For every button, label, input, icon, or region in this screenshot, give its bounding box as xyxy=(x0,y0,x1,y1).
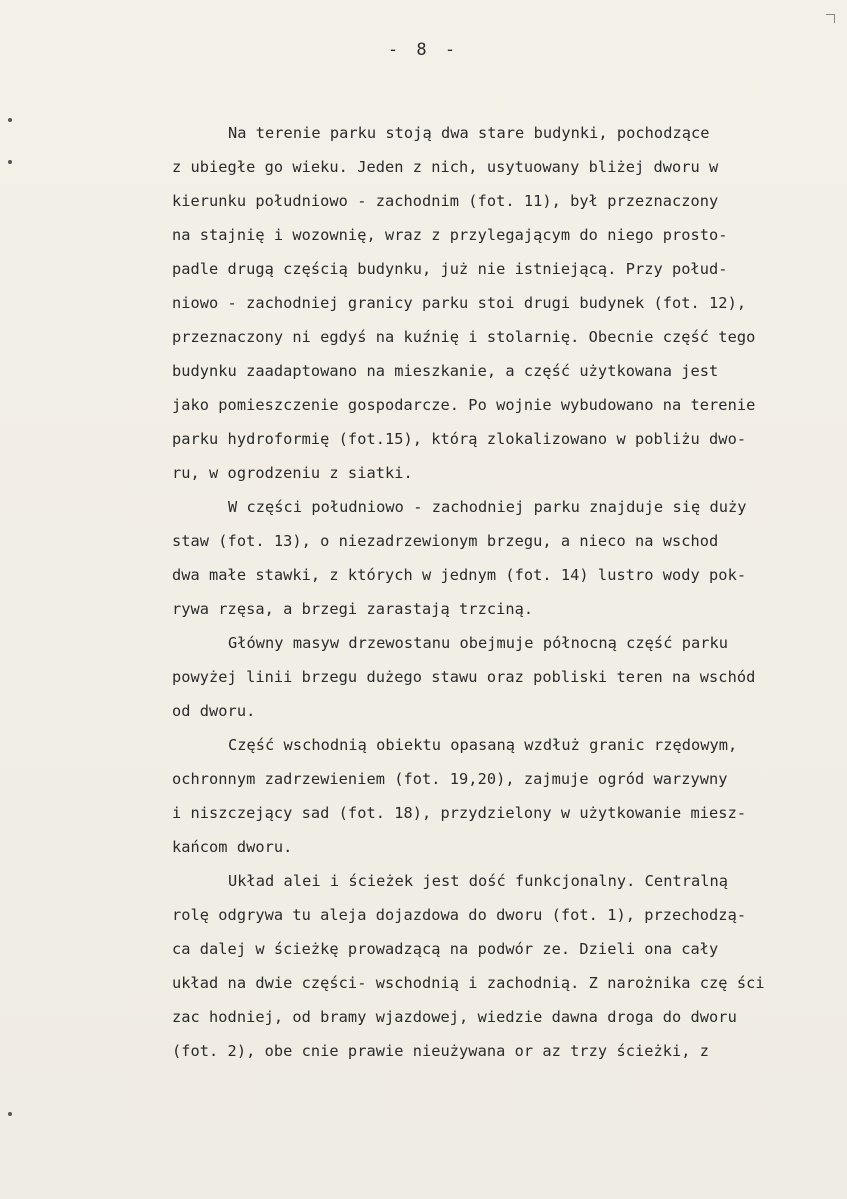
text-line: ochronnym zadrzewieniem (fot. 19,20), zajmuje ogród warzywny xyxy=(172,770,728,788)
text-line: od dworu. xyxy=(172,702,256,720)
text-line: zac hodniej, od bramy wjazdowej, wiedzie dawna droga do dworu xyxy=(172,1008,737,1026)
text-line: jako pomieszczenie gospodarcze. Po wojnie wybudowano na terenie xyxy=(172,396,756,414)
text-line: ca dalej w ścieżkę prowadzącą na podwór ze. Dzieli ona cały xyxy=(172,940,719,958)
text-line: powyżej linii brzegu dużego stawu oraz pobliski teren na wschód xyxy=(172,668,756,686)
text-line: kierunku południowo - zachodnim (fot. 11), był przeznaczony xyxy=(172,192,719,210)
margin-dot xyxy=(8,118,12,122)
text-line: Układ alei i ścieżek jest dość funkcjonalny. Centralną xyxy=(228,872,729,890)
text-line: z ubiegłe go wieku. Jeden z nich, usytuowany bliżej dworu w xyxy=(172,158,719,176)
text-line: układ na dwie części- wschodnią i zachodnią. Z narożnika czę ści xyxy=(172,974,765,992)
corner-mark xyxy=(826,14,835,23)
body-text xyxy=(172,116,847,1068)
text-line: parku hydroformię (fot.15), którą zlokalizowano w pobliżu dwo- xyxy=(172,430,747,448)
text-line: Część wschodnią obiektu opasaną wzdłuż granic rzędowym, xyxy=(228,736,738,754)
text-line: niowo - zachodniej granicy parku stoi drugi budynek (fot. 12), xyxy=(172,294,747,312)
page-number: - 8 - xyxy=(387,40,460,60)
text-line: budynku zaadaptowano na mieszkanie, a część użytkowana jest xyxy=(172,362,719,380)
text-line: staw (fot. 13), o niezadrzewionym brzegu, a nieco na wschod xyxy=(172,532,719,550)
margin-dot xyxy=(8,1112,12,1116)
text-line: dwa małe stawki, z których w jednym (fot. 14) lustro wody pok- xyxy=(172,566,747,584)
text-line: Na terenie parku stoją dwa stare budynki, pochodzące xyxy=(228,124,710,142)
text-line: przeznaczony ni egdyś na kuźnię i stolarnię. Obecnie część tego xyxy=(172,328,756,346)
text-line: i niszczejący sad (fot. 18), przydzielony w użytkowanie miesz- xyxy=(172,804,747,822)
text-line: rolę odgrywa tu aleja dojazdowa do dworu (fot. 1), przechodzą- xyxy=(172,906,747,924)
margin-dot xyxy=(8,160,12,164)
text-line: Główny masyw drzewostanu obejmuje północną część parku xyxy=(228,634,729,652)
text-line: kańcom dworu. xyxy=(172,838,293,856)
text-line: ru, w ogrodzeniu z siatki. xyxy=(172,464,413,482)
text-line: na stajnię i wozownię, wraz z przylegającym do niego prosto- xyxy=(172,226,728,244)
text-line: W części południowo - zachodniej parku znajduje się duży xyxy=(228,498,747,516)
text-line: (fot. 2), obe cnie prawie nieużywana or az trzy ścieżki, z xyxy=(172,1042,710,1060)
text-line: rywa rzęsa, a brzegi zarastają trzciną. xyxy=(172,600,534,618)
text-line: padle drugą częścią budynku, już nie istniejącą. Przy połud- xyxy=(172,260,728,278)
